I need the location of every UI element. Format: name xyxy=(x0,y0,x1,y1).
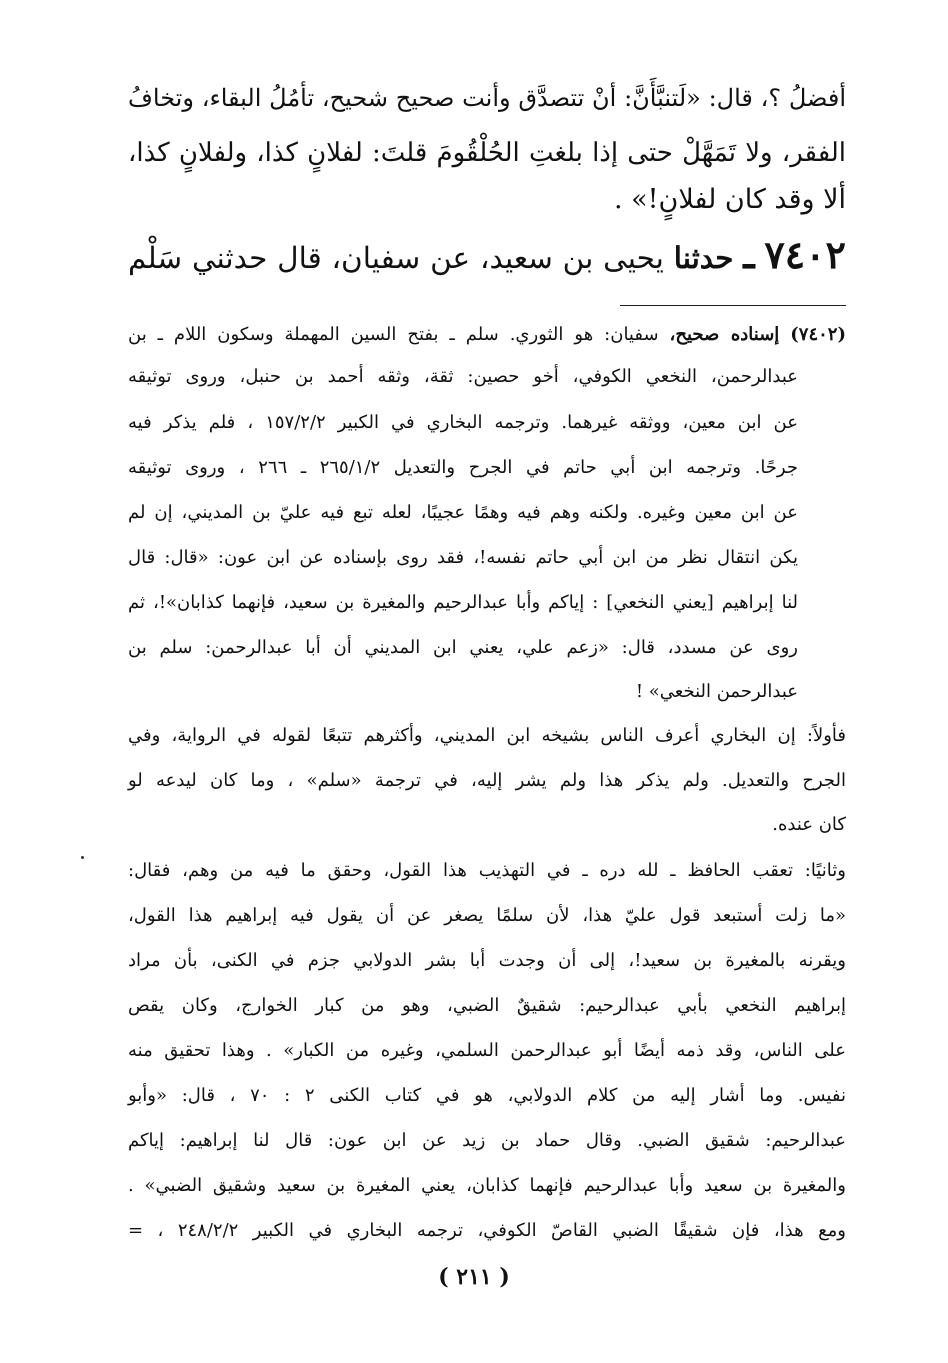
footnote-para3-line: نفيس. وما أشار إليه من كلام الدولابي، هو في كتاب الكنى ٢ : ٧٠ ، قال: «وأبو xyxy=(128,1085,846,1106)
footnote-line: جرحًا. وترجمه ابن أبي حاتم في الجرح والتعديل ٢٦٥/١/٢ ـ ٢٦٦ ، وروى توثيقه xyxy=(128,457,798,478)
footnote-para2-line: الجرح والتعديل. ولم يذكر هذا ولم يشر إليه، في ترجمة «سلم» ، وما كان ليدعه لو xyxy=(128,770,846,791)
footnote-para3-line: والمغيرة بن سعيد وأبا عبدالرحيم فإنهما كذابان، يعني المغيرة بن سعيد وشقيق الضبي» . xyxy=(128,1175,846,1196)
footnote-para3-line: «ما زلت أستبعد قول عليّ هذا، لأن سلمًا يصغر عن أن يقول فيه إبراهيم هذا القول، xyxy=(128,905,846,926)
footnote-line: روى عن مسدد، قال: «زعم علي، يعني ابن المديني أن أبا عبدالرحمن: سلم بن xyxy=(128,637,798,658)
footnote-para3-line: عبدالرحيم: شقيق الضبي. وقال حماد بن زيد عن ابن عون: قال لنا إبراهيم: إياكم xyxy=(128,1130,846,1151)
hadith-dash: ـ xyxy=(743,232,755,277)
hadith-number: ٧٤٠٢ xyxy=(764,232,846,277)
hadith-heading xyxy=(128,232,846,277)
footnote-para2-line: فأولاً: إن البخاري أعرف الناس بشيخه ابن المديني، وأكثرهم تتبعًا لقوله في الرواية، وفي xyxy=(128,725,846,746)
footnote-line-1 xyxy=(128,324,846,345)
main-text-line-2: الفقر، ولا تَمَهَّلْ حتى إذا بلغتِ الحُلْقُومَ قلتَ: لفلانٍ كذا، ولفلانٍ كذا، xyxy=(128,138,846,168)
page-number: ( ٢١١ ) xyxy=(438,1264,510,1290)
main-text-line-1: أفضلُ ؟، قال: «لَتنبَّأَنَّ: أنْ تتصدَّق وأنت صحيح شحيح، تأمُلُ البقاء، وتخافُ xyxy=(128,84,846,112)
footnote-line: عن ابن معين، ووثقه غيرهما. وترجمه البخاري في الكبير ١٥٧/٢/٢ ، فلم يذكر فيه xyxy=(128,412,799,433)
footnote-para3-line: على الناس، وقد ذمه أيضًا أبو عبدالرحمن السلمي، وغيره من الكبار» . وهذا تحقيق منه xyxy=(128,1040,846,1061)
hadith-keyword: حدثنا xyxy=(673,240,734,275)
footnote-para3-line: ومع هذا، فإن شقيقًا الضبي القاصّ الكوفي، ترجمه البخاري في الكبير ٢٤٨/٢/٢ ، = xyxy=(128,1220,846,1241)
footnote-separator xyxy=(620,305,846,306)
footnote-line-1-text: سفيان: هو الثوري. سلم ـ بفتح السين المهملة وسكون اللام ـ بن xyxy=(128,324,659,345)
footnote-para3-line: إبراهيم النخعي بأبي عبدالرحيم: شقيقٌ الضبي، وهو من كبار الخوارج، وكان يقص xyxy=(128,995,846,1016)
footnote-para3-line: ويقرنه بالمغيرة بن سعيد!، إلى أن وجدت أبا بشر الدولابي جزم في الكنى، بأن مراد xyxy=(128,950,846,971)
footnote-line: عن ابن معين وغيره. ولكنه وهم فيه وهمًا عجيبًا، لعله تبع فيه عليّ بن المديني، إن لم xyxy=(128,502,798,523)
footnote-ref: (٧٤٠٢) xyxy=(790,324,846,345)
footnote-line: عبدالرحمن، النخعي الكوفي، أخو حصين: ثقة، وثقه أحمد بن حنبل، وروى توثيقه xyxy=(128,366,798,387)
main-text-line-3: ألا وقد كان لفلانٍ!» . xyxy=(613,184,846,215)
footnote-line: عبدالرحمن النخعي» ! xyxy=(635,681,798,702)
footnote-line: يكن انتقال نظر من ابن أبي حاتم نفسه!، فقد روى بإسناده عن ابن عون: «قال: قال xyxy=(128,547,798,568)
stray-dot xyxy=(81,856,84,859)
footnote-para3-line: وثانيًا: تعقب الحافظ ـ لله دره ـ في التهذيب هذا القول، وحقق ما فيه من وهم، فقال: xyxy=(128,860,846,881)
footnote-para2-line: كان عنده. xyxy=(772,814,846,835)
footnote-line: لنا إبراهيم [يعني النخعي] : إياكم وأبا عبدالرحيم والمغيرة بن سعيد، فإنهما كذابان»!، ثم xyxy=(128,592,798,613)
footnote-label: إسناده صحيح، xyxy=(669,324,780,345)
hadith-chain: يحيى بن سعيد، عن سفيان، قال حدثني سَلْم xyxy=(128,241,664,275)
